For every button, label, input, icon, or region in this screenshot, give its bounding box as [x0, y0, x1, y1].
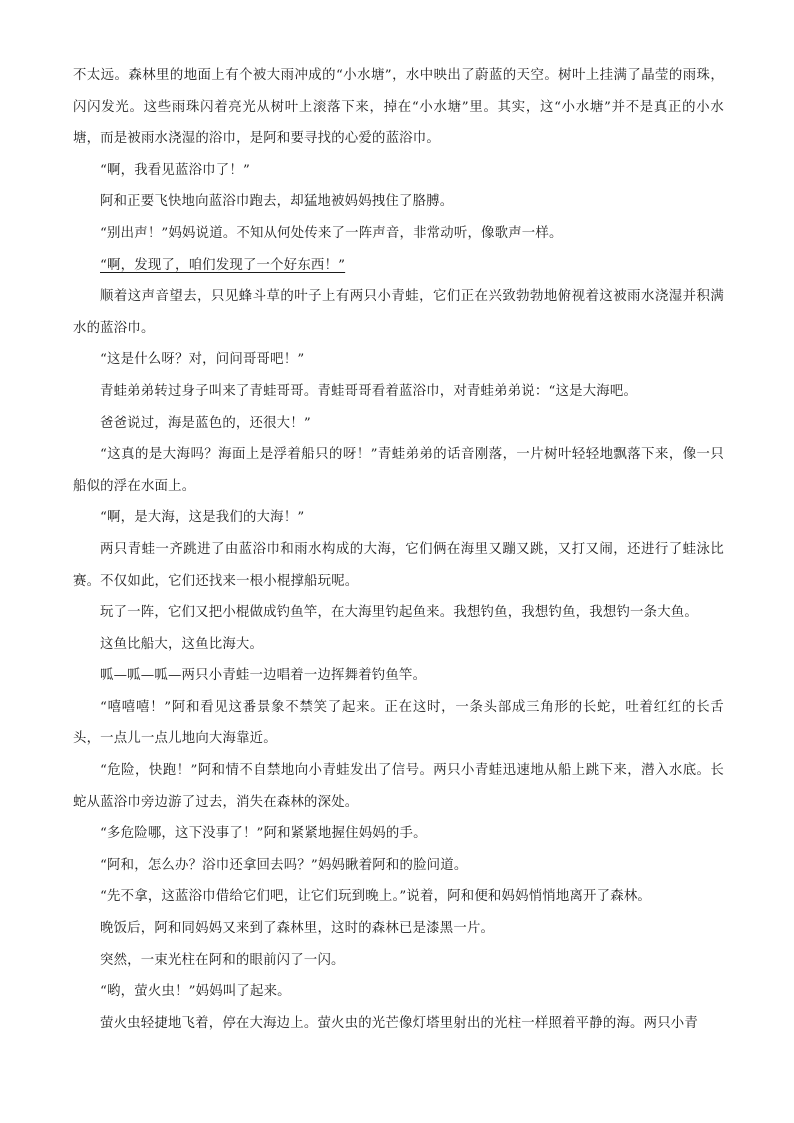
body-text [73, 60, 724, 1039]
paragraph: 突然，一束光柱在阿和的眼前闪了一闪。 [100, 952, 345, 968]
paragraph: “嘻嘻嘻！”阿和看见这番景象不禁笑了起来。正在这时，一条头部成三角形的长蛇，吐着红红的长舌头，一点儿一点儿地向大海靠近。 [73, 699, 724, 747]
paragraph: 萤火虫轻捷地飞着，停在大海边上。萤火虫的光芒像灯塔里射出的光柱一样照着平静的海。两只小青 [100, 1015, 698, 1031]
paragraph: “啊，我看见蓝浴巾了！” [100, 162, 250, 178]
paragraph: 青蛙弟弟转过身子叫来了青蛙哥哥。青蛙哥哥看着蓝浴巾，对青蛙弟弟说：“这是大海吧。 [100, 383, 638, 399]
paragraph: 晚饭后，阿和同妈妈又来到了森林里，这时的森林已是漆黑一片。 [100, 921, 495, 937]
paragraph: “别出声！”妈妈说道。不知从何处传来了一阵声音，非常动听，像歌声一样。 [100, 225, 563, 241]
paragraph: “先不拿，这蓝浴巾借给它们吧，让它们玩到晚上。”说着，阿和便和妈妈悄悄地离开了森林。 [100, 889, 652, 905]
paragraph: “啊，是大海，这是我们的大海！” [100, 510, 305, 526]
paragraph: 阿和正要飞快地向蓝浴巾跑去，却猛地被妈妈拽住了胳膊。 [100, 194, 454, 210]
underlined-sentence: “啊，发现了，咱们发现了一个好东西！” [100, 257, 346, 273]
paragraph: “这是什么呀？对，问问哥哥吧！” [100, 352, 305, 368]
paragraph: 顺着这声音望去，只见蜂斗草的叶子上有两只小青蛙，它们正在兴致勃勃地俯视着这被雨水浇湿并积满水的蓝浴巾。 [73, 289, 724, 336]
paragraph: “多危险哪，这下没事了！”阿和紧紧地握住妈妈的手。 [100, 826, 427, 842]
paragraph: 两只青蛙一齐跳进了由蓝浴巾和雨水构成的大海，它们俩在海里又蹦又跳，又打又闹，还进行了蛙泳比赛。不仅如此，它们还找来一根小棍撑船玩呢。 [73, 541, 724, 589]
paragraph-underlined [73, 250, 724, 282]
paragraph: “阿和，怎么办？浴巾还拿回去吗？”妈妈瞅着阿和的脸问道。 [100, 857, 468, 873]
paragraph: 这鱼比船大，这鱼比海大。 [100, 636, 264, 652]
paragraph: 不太远。森林里的地面上有个被大雨冲成的“小水塘”，水中映出了蔚蓝的天空。树叶上挂满了晶莹的雨珠，闪闪发光。这些雨珠闪着亮光从树叶上滚落下来，掉在“小水塘”里。其实，这“小水塘”并不是真正的小水塘，而是被雨水浇湿的浴巾，是阿和要寻找的心爱的蓝浴巾。 [73, 68, 724, 147]
paragraph: “哟，萤火虫！”妈妈叫了起来。 [100, 984, 291, 1000]
paragraph: “这真的是大海吗？海面上是浮着船只的呀！”青蛙弟弟的话音刚落，一片树叶轻轻地飘落下来，像一只船似的浮在水面上。 [73, 447, 724, 494]
paragraph: 玩了一阵，它们又把小棍做成钓鱼竿，在大海里钓起鱼来。我想钓鱼，我想钓鱼，我想钓一条大鱼。 [100, 605, 698, 621]
paragraph: 呱—呱—呱—两只小青蛙一边唱着一边挥舞着钓鱼竿。 [100, 668, 427, 684]
paragraph: “危险，快跑！”阿和情不自禁地向小青蛙发出了信号。两只小青蛙迅速地从船上跳下来，潜入水底。长蛇从蓝浴巾旁边游了过去，消失在森林的深处。 [73, 763, 724, 810]
paragraph: 爸爸说过，海是蓝色的，还很大！” [100, 415, 311, 431]
